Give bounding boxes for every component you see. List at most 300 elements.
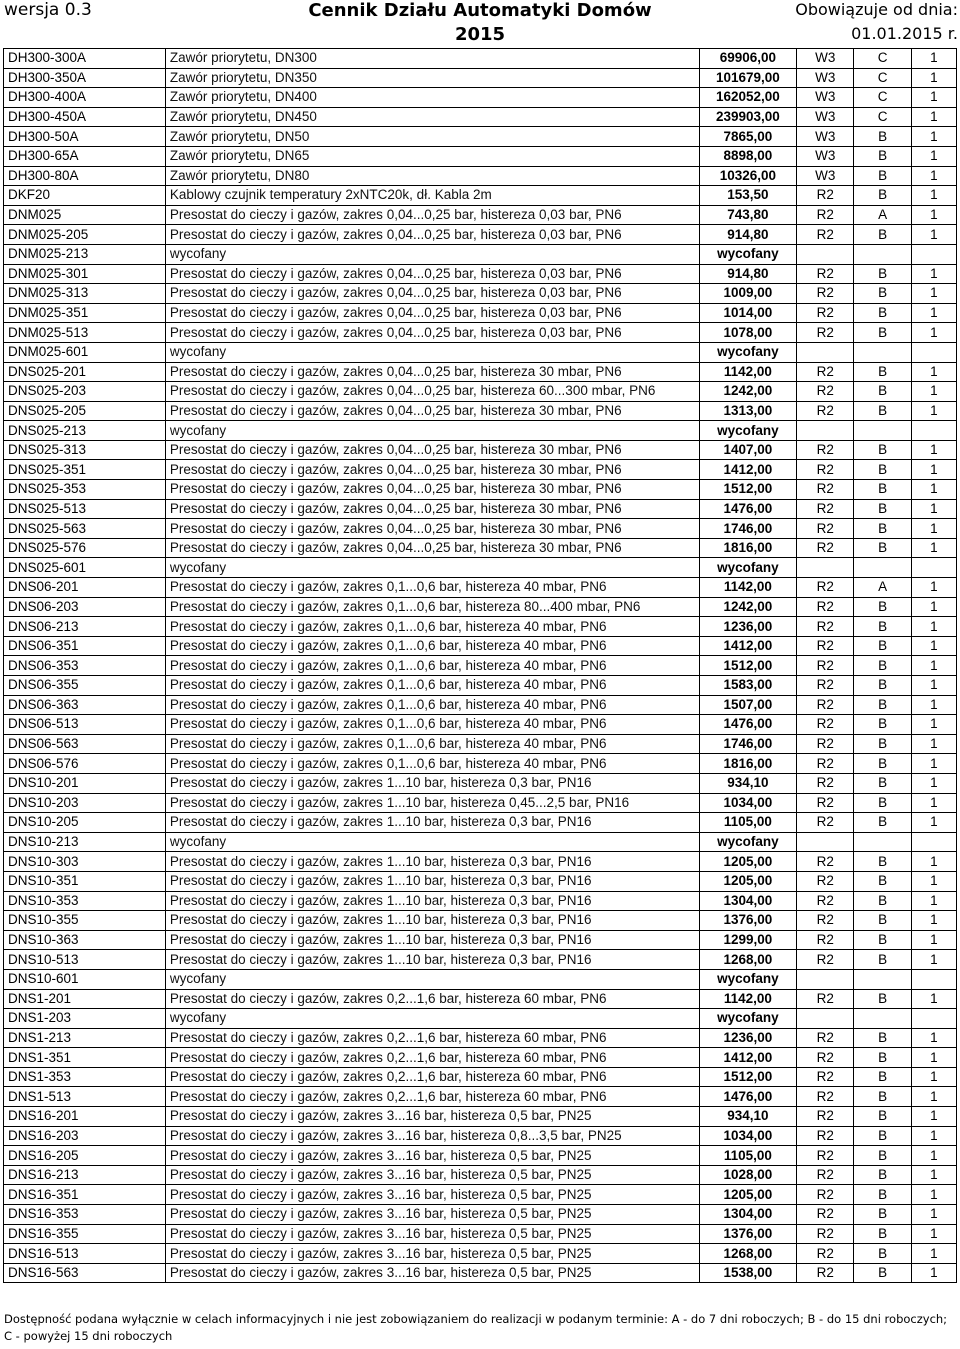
product-description: Presostat do cieczy i gazów, zakres 0,2...1,6 bar, histereza 60 mbar, PN6: [165, 1048, 699, 1068]
table-row: [4, 930, 957, 950]
page-title: Cennik Działu Automatyki Domów: [308, 0, 652, 21]
product-description: wycofany: [165, 558, 699, 578]
product-price: 162052,00: [699, 88, 797, 108]
product-description: Presostat do cieczy i gazów, zakres 0,04...0,25 bar, histereza 0,03 bar, PN6: [165, 225, 699, 245]
product-price: 1412,00: [699, 1048, 797, 1068]
table-row: [4, 891, 957, 911]
availability: B: [854, 636, 911, 656]
table-row: [4, 1165, 957, 1185]
product-description: Presostat do cieczy i gazów, zakres 1...10 bar, histereza 0,3 bar, PN16: [165, 911, 699, 931]
availability: B: [854, 695, 911, 715]
product-price: 1512,00: [699, 1067, 797, 1087]
quantity: [911, 832, 956, 852]
availability: B: [854, 146, 911, 166]
availability: B: [854, 1087, 911, 1107]
product-description: Presostat do cieczy i gazów, zakres 1...10 bar, histereza 0,45...2,5 bar, PN16: [165, 793, 699, 813]
product-description: Presostat do cieczy i gazów, zakres 0,2...1,6 bar, histereza 60 mbar, PN6: [165, 1087, 699, 1107]
quantity: 1: [911, 166, 956, 186]
quantity: 1: [911, 49, 956, 69]
product-price: 1268,00: [699, 950, 797, 970]
table-row: [4, 1009, 957, 1029]
product-price: 1034,00: [699, 793, 797, 813]
availability: B: [854, 1107, 911, 1127]
price-group: R2: [797, 871, 854, 891]
product-code: DNS10-601: [4, 969, 166, 989]
quantity: 1: [911, 68, 956, 88]
table-row: [4, 950, 957, 970]
table-row: [4, 558, 957, 578]
table-row: [4, 460, 957, 480]
price-group: R2: [797, 930, 854, 950]
product-description: Presostat do cieczy i gazów, zakres 0,04...0,25 bar, histereza 30 mbar, PN6: [165, 480, 699, 500]
quantity: 1: [911, 911, 956, 931]
table-row: [4, 734, 957, 754]
quantity: [911, 969, 956, 989]
quantity: 1: [911, 793, 956, 813]
price-group: R2: [797, 323, 854, 343]
price-group: R2: [797, 1185, 854, 1205]
availability: B: [854, 754, 911, 774]
page-header: [0, 0, 960, 48]
availability: B: [854, 460, 911, 480]
product-description: Presostat do cieczy i gazów, zakres 1...10 bar, histereza 0,3 bar, PN16: [165, 813, 699, 833]
product-code: DNS06-353: [4, 656, 166, 676]
availability: B: [854, 676, 911, 696]
quantity: 1: [911, 950, 956, 970]
table-row: [4, 1205, 957, 1225]
price-group: R2: [797, 538, 854, 558]
product-code: DNS06-576: [4, 754, 166, 774]
table-row: [4, 871, 957, 891]
product-description: Zawór priorytetu, DN50: [165, 127, 699, 147]
price-group: R2: [797, 636, 854, 656]
product-price: 1538,00: [699, 1263, 797, 1283]
table-row: [4, 989, 957, 1009]
availability: B: [854, 519, 911, 539]
product-description: wycofany: [165, 832, 699, 852]
product-code: DNS10-201: [4, 773, 166, 793]
price-group: R2: [797, 852, 854, 872]
product-code: DH300-65A: [4, 146, 166, 166]
product-price: 1242,00: [699, 382, 797, 402]
product-price: wycofany: [699, 832, 797, 852]
product-code: DH300-80A: [4, 166, 166, 186]
product-price: 1268,00: [699, 1244, 797, 1264]
quantity: 1: [911, 773, 956, 793]
product-price: 1304,00: [699, 1205, 797, 1225]
product-code: DNS025-205: [4, 401, 166, 421]
quantity: 1: [911, 323, 956, 343]
availability: B: [854, 499, 911, 519]
availability: B: [854, 989, 911, 1009]
product-description: Presostat do cieczy i gazów, zakres 3...16 bar, histereza 0,5 bar, PN25: [165, 1107, 699, 1127]
product-code: DNS06-363: [4, 695, 166, 715]
price-group: W3: [797, 166, 854, 186]
availability: B: [854, 891, 911, 911]
product-code: DNS16-353: [4, 1205, 166, 1225]
availability: B: [854, 656, 911, 676]
product-price: 10326,00: [699, 166, 797, 186]
price-group: R2: [797, 1048, 854, 1068]
product-price: 1412,00: [699, 636, 797, 656]
product-description: Zawór priorytetu, DN400: [165, 88, 699, 108]
availability: [854, 421, 911, 441]
price-group: R2: [797, 676, 854, 696]
product-description: Presostat do cieczy i gazów, zakres 0,1...0,6 bar, histereza 40 mbar, PN6: [165, 715, 699, 735]
product-description: Presostat do cieczy i gazów, zakres 0,1...0,6 bar, histereza 40 mbar, PN6: [165, 695, 699, 715]
product-code: DNS10-205: [4, 813, 166, 833]
product-code: DH300-450A: [4, 107, 166, 127]
product-price: 239903,00: [699, 107, 797, 127]
availability: B: [854, 930, 911, 950]
product-code: DNS1-353: [4, 1067, 166, 1087]
product-price: 1313,00: [699, 401, 797, 421]
table-row: [4, 636, 957, 656]
table-row: [4, 969, 957, 989]
product-price: 1009,00: [699, 284, 797, 304]
product-code: DNS16-201: [4, 1107, 166, 1127]
product-code: DNS1-203: [4, 1009, 166, 1029]
product-price: 934,10: [699, 773, 797, 793]
price-group: W3: [797, 146, 854, 166]
product-price: 1512,00: [699, 656, 797, 676]
product-price: 101679,00: [699, 68, 797, 88]
quantity: 1: [911, 636, 956, 656]
price-group: R2: [797, 480, 854, 500]
product-code: DKF20: [4, 186, 166, 206]
product-description: Presostat do cieczy i gazów, zakres 0,1...0,6 bar, histereza 40 mbar, PN6: [165, 754, 699, 774]
availability: [854, 832, 911, 852]
availability: B: [854, 264, 911, 284]
quantity: 1: [911, 1165, 956, 1185]
product-code: DNS06-201: [4, 578, 166, 598]
table-row: [4, 911, 957, 931]
price-group: R2: [797, 284, 854, 304]
product-code: DNS10-355: [4, 911, 166, 931]
quantity: 1: [911, 538, 956, 558]
quantity: 1: [911, 88, 956, 108]
availability: B: [854, 401, 911, 421]
table-row: [4, 813, 957, 833]
product-price: 1816,00: [699, 754, 797, 774]
table-row: [4, 205, 957, 225]
price-group: [797, 558, 854, 578]
table-row: [4, 1146, 957, 1166]
product-price: 1583,00: [699, 676, 797, 696]
product-price: 1078,00: [699, 323, 797, 343]
quantity: 1: [911, 930, 956, 950]
valid-from-date: 01.01.2015 r.: [851, 24, 958, 43]
price-group: R2: [797, 1126, 854, 1146]
price-group: W3: [797, 88, 854, 108]
product-code: DNS10-363: [4, 930, 166, 950]
product-code: DNS06-563: [4, 734, 166, 754]
quantity: 1: [911, 1224, 956, 1244]
product-code: DH300-50A: [4, 127, 166, 147]
availability: C: [854, 107, 911, 127]
quantity: 1: [911, 1263, 956, 1283]
quantity: 1: [911, 1107, 956, 1127]
product-description: Presostat do cieczy i gazów, zakres 0,1...0,6 bar, histereza 40 mbar, PN6: [165, 617, 699, 637]
quantity: 1: [911, 107, 956, 127]
table-row: [4, 676, 957, 696]
availability: B: [854, 362, 911, 382]
price-group: R2: [797, 186, 854, 206]
table-row: [4, 68, 957, 88]
table-row: [4, 1028, 957, 1048]
quantity: 1: [911, 1185, 956, 1205]
product-price: wycofany: [699, 558, 797, 578]
product-description: Presostat do cieczy i gazów, zakres 0,04...0,25 bar, histereza 30 mbar, PN6: [165, 440, 699, 460]
availability: B: [854, 793, 911, 813]
quantity: 1: [911, 871, 956, 891]
product-description: Presostat do cieczy i gazów, zakres 0,2...1,6 bar, histereza 60 mbar, PN6: [165, 1067, 699, 1087]
price-group: R2: [797, 499, 854, 519]
quantity: 1: [911, 284, 956, 304]
quantity: 1: [911, 127, 956, 147]
table-row: [4, 49, 957, 69]
table-row: [4, 107, 957, 127]
product-price: 914,80: [699, 225, 797, 245]
product-description: Presostat do cieczy i gazów, zakres 0,04...0,25 bar, histereza 30 mbar, PN6: [165, 538, 699, 558]
product-price: 1105,00: [699, 1146, 797, 1166]
price-group: R2: [797, 1146, 854, 1166]
price-group: [797, 1009, 854, 1029]
product-price: 1242,00: [699, 597, 797, 617]
product-description: Presostat do cieczy i gazów, zakres 1...10 bar, histereza 0,3 bar, PN16: [165, 891, 699, 911]
price-group: R2: [797, 715, 854, 735]
product-description: Zawór priorytetu, DN80: [165, 166, 699, 186]
table-row: [4, 480, 957, 500]
quantity: [911, 421, 956, 441]
product-code: DNS06-203: [4, 597, 166, 617]
product-description: Presostat do cieczy i gazów, zakres 0,2...1,6 bar, histereza 60 mbar, PN6: [165, 1028, 699, 1048]
table-row: [4, 1185, 957, 1205]
product-code: DNM025-351: [4, 303, 166, 323]
availability: B: [854, 1048, 911, 1068]
price-group: R2: [797, 950, 854, 970]
product-description: Presostat do cieczy i gazów, zakres 0,04...0,25 bar, histereza 0,03 bar, PN6: [165, 303, 699, 323]
price-group: R2: [797, 597, 854, 617]
product-price: 1142,00: [699, 578, 797, 598]
product-price: 743,80: [699, 205, 797, 225]
price-group: R2: [797, 911, 854, 931]
quantity: 1: [911, 303, 956, 323]
availability: B: [854, 1165, 911, 1185]
table-row: [4, 597, 957, 617]
quantity: 1: [911, 989, 956, 1009]
price-group: [797, 421, 854, 441]
table-row: [4, 695, 957, 715]
product-description: Presostat do cieczy i gazów, zakres 3...16 bar, histereza 0,5 bar, PN25: [165, 1146, 699, 1166]
table-row: [4, 421, 957, 441]
price-group: R2: [797, 989, 854, 1009]
quantity: 1: [911, 1205, 956, 1225]
product-price: 1236,00: [699, 1028, 797, 1048]
quantity: 1: [911, 813, 956, 833]
product-description: Presostat do cieczy i gazów, zakres 1...10 bar, histereza 0,3 bar, PN16: [165, 773, 699, 793]
product-code: DNS1-351: [4, 1048, 166, 1068]
quantity: 1: [911, 205, 956, 225]
quantity: 1: [911, 362, 956, 382]
availability: C: [854, 68, 911, 88]
availability: B: [854, 480, 911, 500]
price-group: R2: [797, 695, 854, 715]
product-price: 1142,00: [699, 989, 797, 1009]
availability: B: [854, 225, 911, 245]
product-code: DNM025-213: [4, 244, 166, 264]
page-year: 2015: [454, 24, 506, 45]
price-group: R2: [797, 460, 854, 480]
availability: B: [854, 813, 911, 833]
table-row: [4, 773, 957, 793]
product-code: DNM025: [4, 205, 166, 225]
price-group: R2: [797, 754, 854, 774]
quantity: 1: [911, 597, 956, 617]
product-price: 1014,00: [699, 303, 797, 323]
availability: [854, 342, 911, 362]
product-code: DNS06-513: [4, 715, 166, 735]
availability: B: [854, 1224, 911, 1244]
quantity: [911, 342, 956, 362]
availability-footnote: Dostępność podana wyłącznie w celach informacyjnych i nie jest zobowiązaniem do realizacji w podanym terminie: A - do 7 dni roboczych; B - do 15 dni roboczych; C - powyżej 15 dni roboczych: [4, 1312, 948, 1343]
availability: B: [854, 166, 911, 186]
product-code: DNS025-351: [4, 460, 166, 480]
price-group: R2: [797, 1263, 854, 1283]
price-group: R2: [797, 1087, 854, 1107]
price-group: R2: [797, 793, 854, 813]
product-code: DNS06-213: [4, 617, 166, 637]
product-price: 1376,00: [699, 1224, 797, 1244]
product-code: DNS16-355: [4, 1224, 166, 1244]
product-description: Presostat do cieczy i gazów, zakres 3...16 bar, histereza 0,5 bar, PN25: [165, 1185, 699, 1205]
product-price: 914,80: [699, 264, 797, 284]
product-code: DNS10-213: [4, 832, 166, 852]
table-row: [4, 264, 957, 284]
table-row: [4, 1048, 957, 1068]
product-price: 1376,00: [699, 911, 797, 931]
table-row: [4, 832, 957, 852]
price-table-body: [4, 49, 957, 1283]
availability: [854, 969, 911, 989]
table-row: [4, 1224, 957, 1244]
product-description: wycofany: [165, 342, 699, 362]
table-row: [4, 440, 957, 460]
product-code: DNS1-513: [4, 1087, 166, 1107]
table-row: [4, 617, 957, 637]
table-row: [4, 715, 957, 735]
availability: B: [854, 538, 911, 558]
price-group: R2: [797, 656, 854, 676]
quantity: 1: [911, 1028, 956, 1048]
product-code: DNS025-601: [4, 558, 166, 578]
product-price: wycofany: [699, 421, 797, 441]
quantity: 1: [911, 264, 956, 284]
product-code: DNM025-301: [4, 264, 166, 284]
availability: B: [854, 127, 911, 147]
availability: B: [854, 734, 911, 754]
price-group: [797, 244, 854, 264]
price-group: W3: [797, 68, 854, 88]
price-group: R2: [797, 401, 854, 421]
table-row: [4, 754, 957, 774]
quantity: 1: [911, 440, 956, 460]
product-price: 7865,00: [699, 127, 797, 147]
quantity: 1: [911, 715, 956, 735]
product-description: Presostat do cieczy i gazów, zakres 0,1...0,6 bar, histereza 40 mbar, PN6: [165, 734, 699, 754]
availability: B: [854, 1126, 911, 1146]
availability: [854, 1009, 911, 1029]
availability: B: [854, 773, 911, 793]
product-description: Presostat do cieczy i gazów, zakres 3...16 bar, histereza 0,8...3,5 bar, PN25: [165, 1126, 699, 1146]
product-code: DH300-300A: [4, 49, 166, 69]
product-code: DNS16-563: [4, 1263, 166, 1283]
table-row: [4, 538, 957, 558]
product-description: Presostat do cieczy i gazów, zakres 0,1...0,6 bar, histereza 40 mbar, PN6: [165, 636, 699, 656]
quantity: [911, 1009, 956, 1029]
price-group: R2: [797, 205, 854, 225]
product-description: Presostat do cieczy i gazów, zakres 0,04...0,25 bar, histereza 30 mbar, PN6: [165, 401, 699, 421]
product-code: DNS10-353: [4, 891, 166, 911]
product-price: 934,10: [699, 1107, 797, 1127]
price-group: R2: [797, 773, 854, 793]
product-code: DNS10-513: [4, 950, 166, 970]
product-description: Presostat do cieczy i gazów, zakres 0,04...0,25 bar, histereza 0,03 bar, PN6: [165, 323, 699, 343]
availability: B: [854, 911, 911, 931]
product-price: 1028,00: [699, 1165, 797, 1185]
product-description: Presostat do cieczy i gazów, zakres 0,04...0,25 bar, histereza 30 mbar, PN6: [165, 519, 699, 539]
quantity: 1: [911, 480, 956, 500]
product-code: DNM025-313: [4, 284, 166, 304]
price-group: R2: [797, 617, 854, 637]
product-code: DNS025-563: [4, 519, 166, 539]
price-group: R2: [797, 1165, 854, 1185]
table-row: [4, 401, 957, 421]
availability: B: [854, 852, 911, 872]
product-description: wycofany: [165, 1009, 699, 1029]
price-group: R2: [797, 891, 854, 911]
product-price: 1205,00: [699, 871, 797, 891]
product-description: Presostat do cieczy i gazów, zakres 0,04...0,25 bar, histereza 30 mbar, PN6: [165, 362, 699, 382]
table-row: [4, 323, 957, 343]
product-price: 1816,00: [699, 538, 797, 558]
product-price: 1407,00: [699, 440, 797, 460]
price-group: [797, 832, 854, 852]
product-price: 1476,00: [699, 715, 797, 735]
quantity: 1: [911, 146, 956, 166]
table-row: [4, 1244, 957, 1264]
availability: B: [854, 440, 911, 460]
quantity: [911, 558, 956, 578]
availability: B: [854, 1185, 911, 1205]
availability: C: [854, 49, 911, 69]
product-description: Presostat do cieczy i gazów, zakres 0,04...0,25 bar, histereza 60...300 mbar, PN6: [165, 382, 699, 402]
product-code: DNS025-313: [4, 440, 166, 460]
price-group: [797, 969, 854, 989]
table-row: [4, 1087, 957, 1107]
quantity: 1: [911, 578, 956, 598]
product-description: Presostat do cieczy i gazów, zakres 1...10 bar, histereza 0,3 bar, PN16: [165, 950, 699, 970]
quantity: 1: [911, 460, 956, 480]
quantity: 1: [911, 1244, 956, 1264]
table-row: [4, 146, 957, 166]
price-group: R2: [797, 440, 854, 460]
product-price: wycofany: [699, 969, 797, 989]
table-row: [4, 1107, 957, 1127]
table-row: [4, 519, 957, 539]
price-group: R2: [797, 734, 854, 754]
quantity: 1: [911, 186, 956, 206]
